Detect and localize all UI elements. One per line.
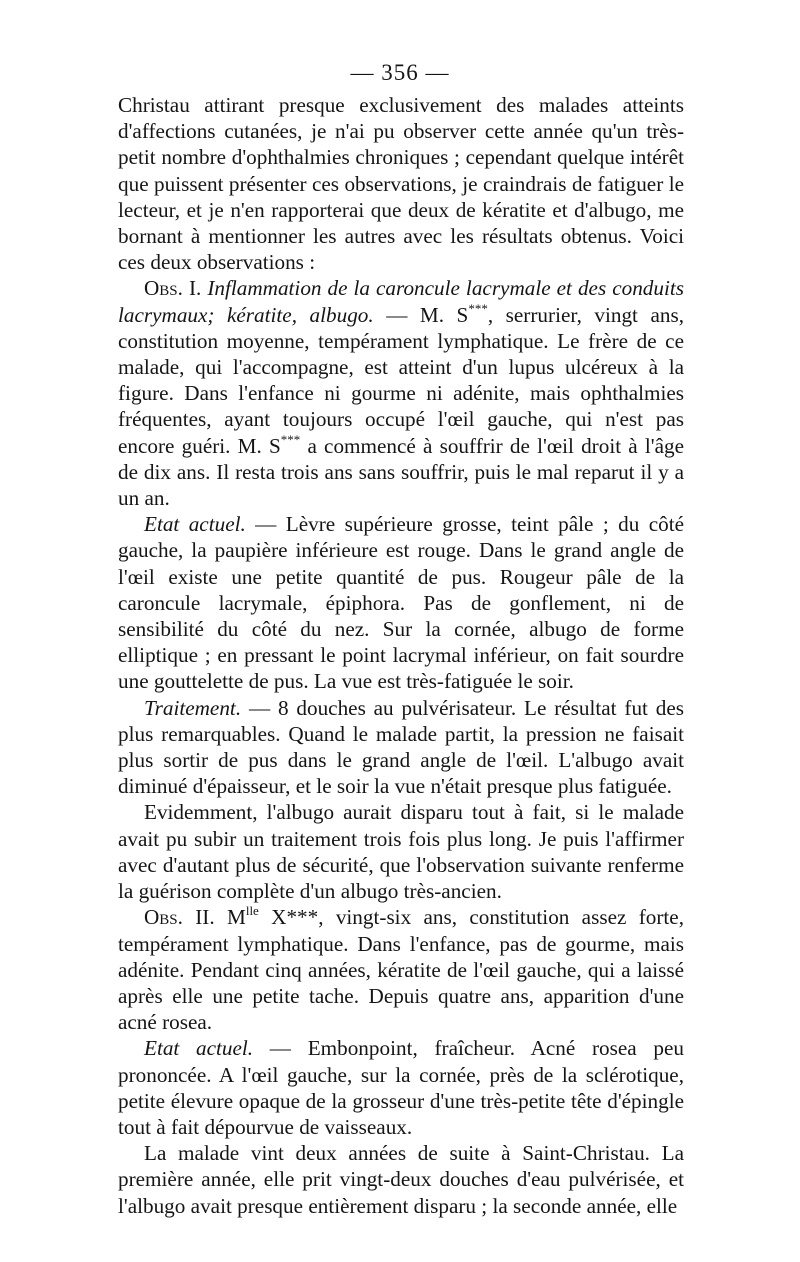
page-number: — 356 —: [350, 60, 450, 85]
etat-actuel-1-text: — Lèvre supérieure grosse, teint pâle ; du côté gauche, la paupière inférieure est rouge. Dans le grand angle de l'œil existe une petite quantité de pus. Rougeur pâle de la caroncule lacrymale, épiphora. Pas de gonflement, ni de sensibilité du côté du nez. Sur la cornée, albugo de forme elliptique ; en pressant le point lacrymal inférieur, on fait sourdre une gouttelette de pus. La vue est très-fatiguée le soir.: [118, 512, 684, 694]
observation-1-sup: ***: [468, 300, 488, 316]
traitement-label: Traitement.: [144, 695, 242, 720]
paragraph-evidemment: Evidemment, l'albugo aurait disparu tout à fait, si le malade avait pu subir un traitement trois fois plus long. Je puis l'affirmer avec d'autant plus de sécurité, que l'observation suivante renferme la guérison complète d'un albugo très-ancien.: [118, 800, 684, 904]
observation-1-title: Inflammation de la caroncule lacrymale et des conduits lacrymaux; kératite, albugo.: [118, 276, 684, 327]
paragraph-observation-1: [118, 275, 684, 511]
observation-2-m: M: [214, 905, 246, 930]
observation-1-label: Obs. I.: [144, 276, 202, 301]
observation-1-text-b: , serrurier, vingt ans, constitution moyenne, tempérament lymphatique. Le frère de ce malade, qui l'accompagne, est atteint d'un lupus ulcéreux à la figure. Dans l'enfance ni gourme ni adénite, mais ophthalmies fréquentes, ayant toujours occupé l'œil gauche, qui n'est pas encore guéri. M. S: [118, 302, 684, 458]
observation-2-text: X***, vingt-six ans, constitution assez forte, tempérament lymphatique. Dans l'enfance, pas de gourme, mais adénite. Pendant cinq années, kératite de l'œil gauche, qui a laissé après elle une petite tache. Depuis quatre ans, apparition d'une acné rosea.: [118, 905, 684, 1035]
etat-actuel-1-label: Etat actuel.: [144, 512, 246, 537]
observation-2-sup: lle: [245, 903, 259, 919]
paragraph-traitement: [118, 695, 684, 800]
etat-actuel-2-label: Etat actuel.: [144, 1036, 254, 1061]
paragraph-etat-actuel-1: [118, 511, 684, 694]
observation-1-text-c: a commencé à souffrir de l'œil droit à l'âge de dix ans. Il resta trois ans sans souffrir, puis le mal reparut il y a un an.: [118, 433, 684, 511]
etat-actuel-2-text: — Embonpoint, fraîcheur. Acné rosea peu prononcée. A l'œil gauche, sur la cornée, près de la sclérotique, petite élevure opaque de la grosseur d'une très-petite tête d'épingle tout à fait dépourvue de vaisseaux.: [118, 1036, 685, 1139]
observation-2-label: Obs. II.: [144, 905, 215, 930]
observation-1-text-a: — M. S: [373, 302, 469, 327]
paragraph-last: La malade vint deux années de suite à Saint-Christau. La première année, elle prit vingt-deux douches d'eau pulvérisée, et l'albugo avait presque entièrement disparu ; la seconde année, elle: [118, 1141, 684, 1218]
paragraph-intro: Christau attirant presque exclusivement des malades atteints d'affections cutanées, je n'ai pu observer cette année qu'un très-petit nombre d'ophthalmies chroniques ; cependant quelque intérêt que puissent présenter ces observations, je craindrais de fatiguer le lecteur, et je n'en rapporterai que deux de kératite et d'albugo, me bornant à mentionner les autres avec les résultats obtenus. Voici ces deux observations :: [118, 93, 684, 275]
body-text: [118, 92, 684, 1219]
traitement-text: — 8 douches au pulvérisateur. Le résultat fut des plus remarquables. Quand le malade partit, la pression ne faisait plus sortir de pus dans le grand angle de l'œil. L'albugo avait diminué d'épaisseur, et le soir la vue n'était presque plus fatiguée.: [118, 695, 684, 799]
paragraph-etat-actuel-2: [118, 1035, 684, 1140]
paragraph-observation-2: [118, 904, 684, 1035]
observation-1-sup-2: ***: [280, 431, 301, 447]
